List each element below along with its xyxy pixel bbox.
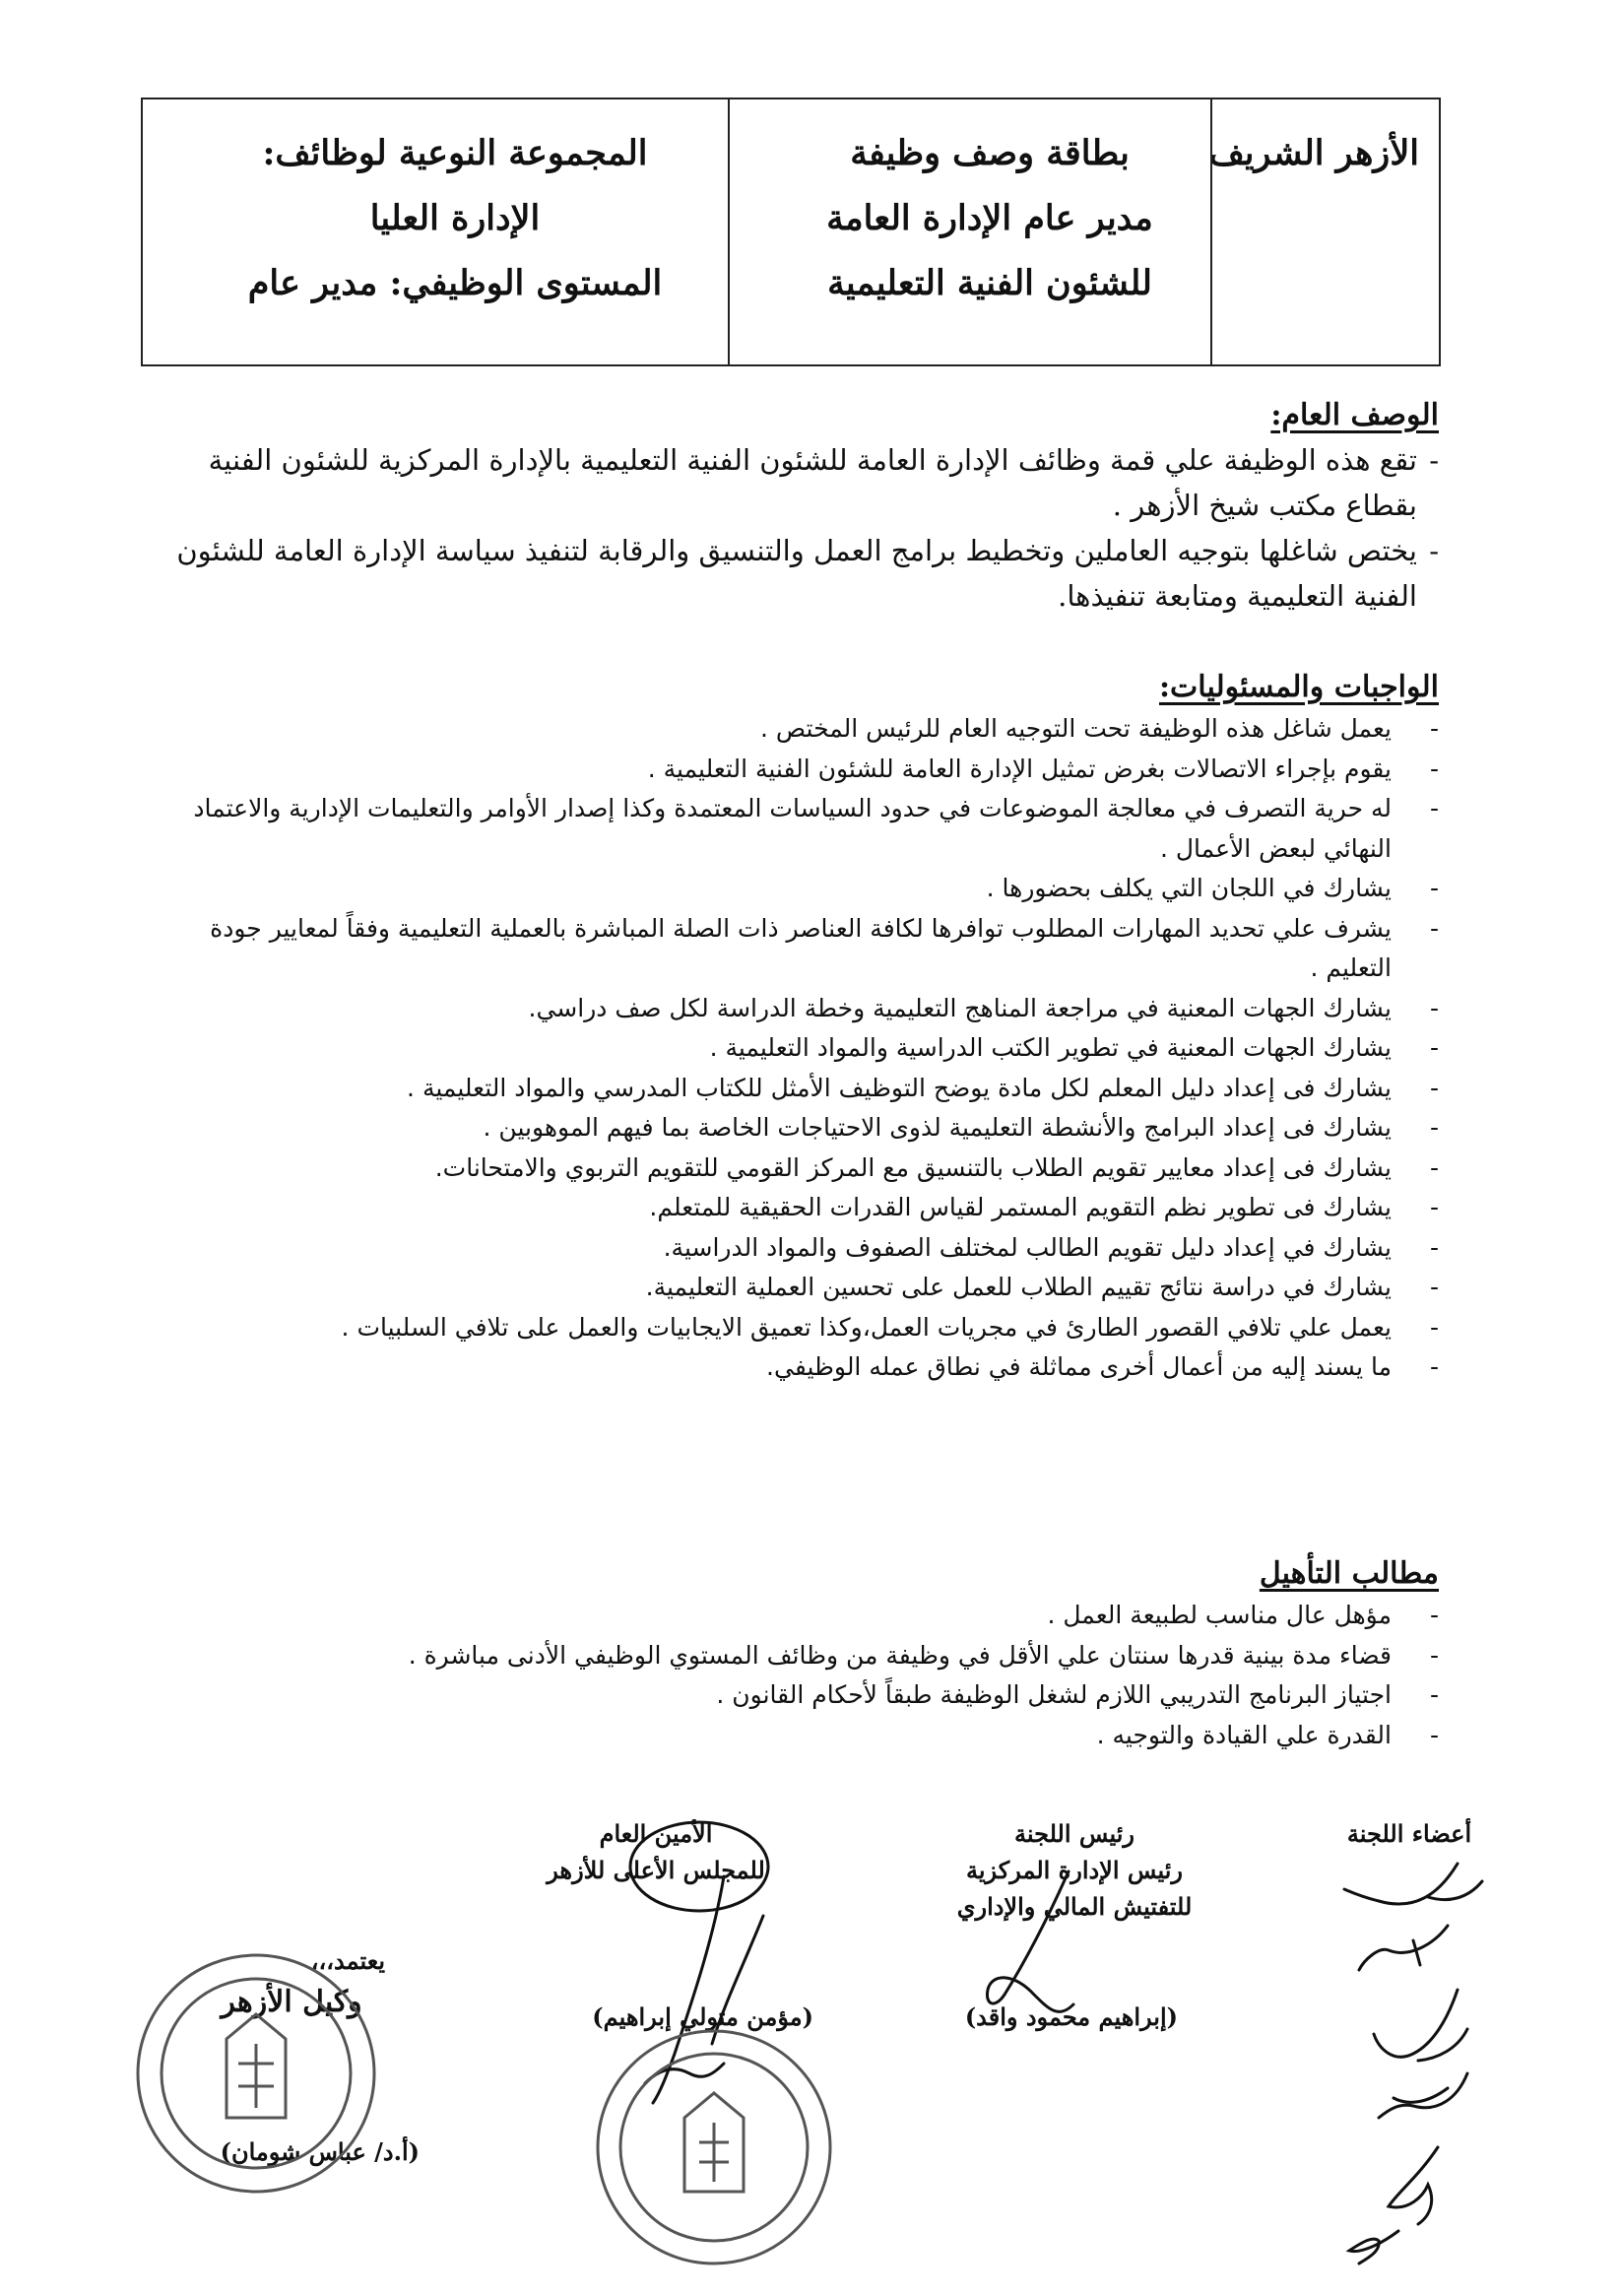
card-title-line: للشئون الفنية التعليمية (827, 263, 1152, 303)
secgen-name: (مؤمن متولي إبراهيم) (592, 2002, 813, 2031)
list-item: - يشرف علي تحديد المهارات المطلوب توافرها لكافة العناصر ذات الصلة المباشرة بالعملية التعليمية وفقاً لمعايير جودة التعليم . (210, 913, 1439, 982)
list-item: - القدرة علي القيادة والتوجيه . (1096, 1720, 1439, 1749)
card-title-line: بطاقة وصف وظيفة (850, 133, 1130, 173)
general-list (153, 437, 1439, 619)
chair-title-line: رئيس اللجنة (1014, 1819, 1135, 1848)
list-item: - يشارك الجهات المعنية في تطوير الكتب الدراسية والمواد التعليمية . (709, 1033, 1439, 1062)
card-title-line: مدير عام الإدارة العامة (826, 198, 1153, 238)
list-item: - له حرية التصرف في معالجة الموضوعات في حدود السياسات المعتمدة وكذا إصدار الأوامر والتعليمات الإدارية والاعتماد النهائي لبعض الأعمال . (193, 794, 1439, 863)
secgen-title-line: الأمين العام (599, 1819, 713, 1848)
chair-signature (960, 1857, 1098, 2034)
group-line: المجموعة النوعية لوظائف: (262, 133, 648, 173)
qualifications-section (153, 1552, 1439, 1755)
duties-section (153, 666, 1439, 1388)
list-item: - قضاء مدة بينية قدرها سنتان علي الأقل في وظيفة من وظائف المستوي الوظيفي الأدنى مباشرة . (408, 1640, 1439, 1670)
list-item: - مؤهل عال مناسب لطبيعة العمل . (1047, 1601, 1439, 1629)
list-item: - تقع هذه الوظيفة علي قمة وظائف الإدارة العامة للشئون الفنية التعليمية بالإدارة المركزية للشئون الفنية بقطاع مكتب شيخ الأزهر . (208, 443, 1439, 522)
group-line: المستوى الوظيفي: مدير عام (247, 263, 663, 303)
org-name: الأزهر الشريف (1208, 133, 1419, 173)
deputy-title: وكيل الأزهر (221, 1985, 362, 2019)
section-title: مطالب التأهيل (1259, 1556, 1439, 1591)
list-item: - يشارك فى إعداد معايير تقويم الطلاب بالتنسيق مع المركز القومي للتقويم التربوي والامتحانات. (434, 1152, 1439, 1182)
list-item: - يشارك في اللجان التي يكلف بحضورها . (986, 874, 1439, 902)
header-title-cell (730, 99, 1212, 364)
chair-title-line: للتفتيش المالي والإداري (956, 1892, 1193, 1921)
section-title: الوصف العام: (1270, 398, 1439, 432)
secgen-title-line: للمجلس الأعلى للأزهر (547, 1856, 765, 1884)
group-line: الإدارة العليا (369, 198, 541, 238)
azhar-seal-stamp (591, 2024, 837, 2270)
chair-title-line: رئيس الإدارة المركزية (965, 1856, 1183, 1884)
list-item: - يشارك فى إعداد البرامج والأنشطة التعليمية لذوى الاحتياجات الخاصة بما فيهم الموهوبين . (483, 1113, 1439, 1142)
committee-signatures (1320, 1852, 1517, 2275)
chair-name: (إبراهيم محمود واقد) (964, 2002, 1178, 2031)
qualifications-list (153, 1596, 1439, 1755)
deputy-seal-stamp (128, 1940, 384, 2206)
list-item: - يختص شاغلها بتوجيه العاملين وتخطيط برامج العمل والتنسيق والرقابة لتنفيذ سياسة الإدارة العامة للشئون الفنية التعليمية ومتابعة تنفيذها. (176, 534, 1439, 613)
deputy-name: (أ.د/ عباس شومان) (220, 2137, 420, 2166)
list-item: - اجتياز البرنامج التدريبي اللازم لشغل الوظيفة طبقاً لأحكام القانون . (716, 1680, 1439, 1709)
list-item: - يشارك الجهات المعنية في مراجعة المناهج التعليمية وخطة الدراسة لكل صف دراسي. (528, 993, 1439, 1022)
duties-list (153, 709, 1439, 1388)
header-table (141, 98, 1441, 366)
list-item: - يقوم بإجراء الاتصالات بغرض تمثيل الإدارة العامة للشئون الفنية التعليمية . (647, 754, 1439, 783)
list-item: - يشارك في دراسة نتائج تقييم الطلاب للعمل على تحسين العملية التعليمية. (645, 1273, 1439, 1301)
list-item: - يشارك في إعداد دليل تقويم الطالب لمختلف الصفوف والمواد الدراسية. (663, 1232, 1439, 1262)
section-title: الواجبات والمسئوليات: (1158, 670, 1439, 704)
list-item: - يشارك فى تطوير نظم التقويم المستمر لقياس القدرات الحقيقية للمتعلم. (649, 1193, 1439, 1221)
list-item: - يعمل شاغل هذه الوظيفة تحت التوجيه العام للرئيس المختص . (760, 714, 1439, 743)
approval-label: يعتمد،،، (310, 1946, 385, 1975)
list-item: - يشارك فى إعداد دليل المعلم لكل مادة يوضح التوظيف الأمثل للكتاب المدرسي والمواد التعليمية . (407, 1073, 1439, 1102)
committee-members-label: أعضاء اللجنة (1346, 1819, 1472, 1848)
list-item: - ما يسند إليه من أعمال أخرى مماثلة في نطاق عمله الوظيفي. (766, 1352, 1439, 1381)
header-group-cell (143, 99, 730, 364)
list-item: - يعمل علي تلافي القصور الطارئ في مجريات العمل،وكذا تعميق الايجابيات والعمل على تلافي السلبيات . (341, 1312, 1439, 1342)
general-description-section (153, 394, 1439, 619)
header-org-cell (1208, 99, 1439, 364)
